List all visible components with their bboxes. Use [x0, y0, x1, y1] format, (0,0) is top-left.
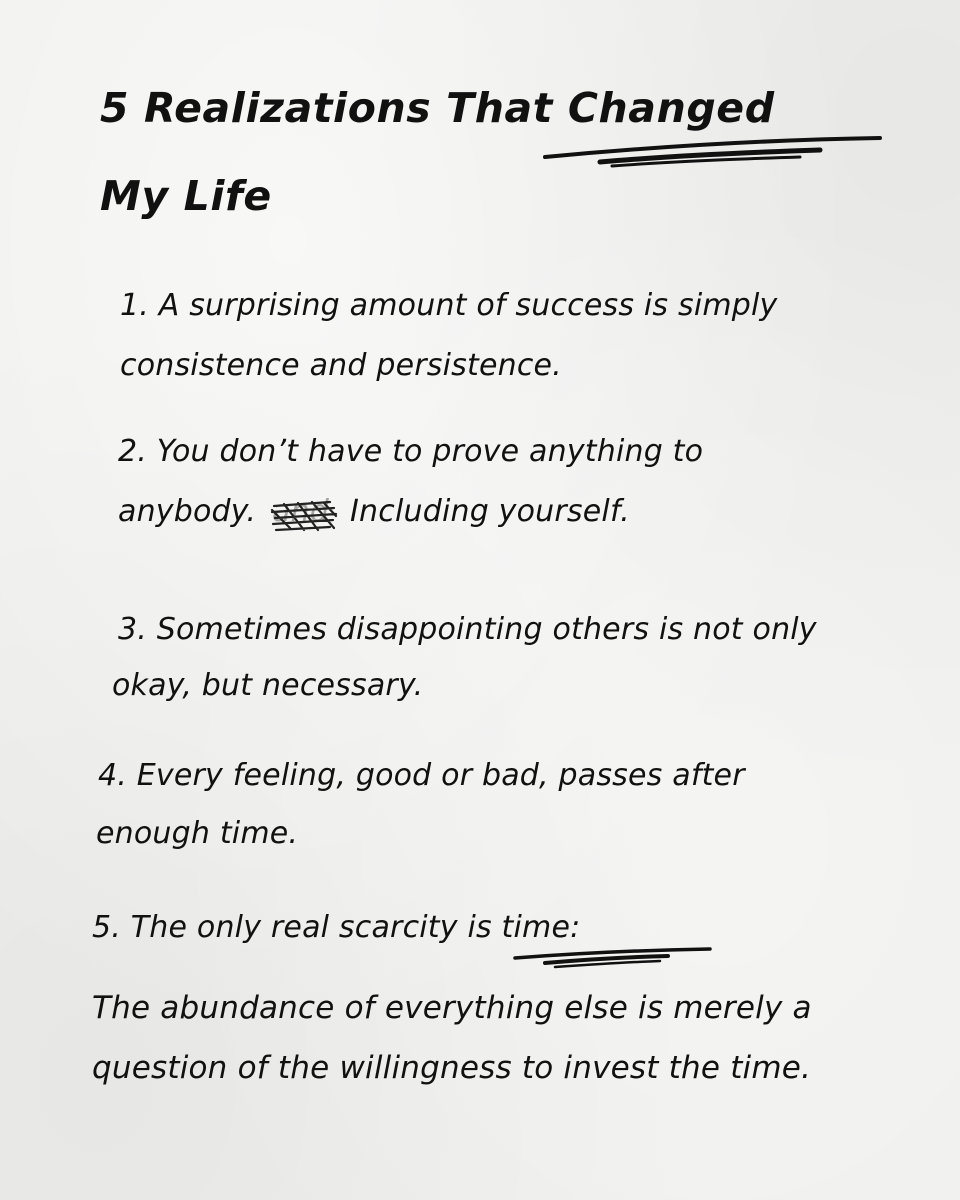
- closing-line-2: question of the willingness to invest the time.: [92, 1050, 812, 1086]
- list-item-5-line-1: 5. The only real scarcity is time:: [92, 910, 581, 945]
- crossed-out-word: and: [272, 494, 330, 529]
- list-item-3-line-2: okay, but necessary.: [112, 668, 424, 703]
- list-item-2-line-2-end: Including yourself.: [350, 494, 630, 529]
- list-item-2-line-2-start: anybody.: [118, 494, 257, 529]
- list-item-3-line-1: 3. Sometimes disappointing others is not only: [118, 612, 817, 647]
- page-title-line-2: My Life: [100, 172, 272, 220]
- list-item-4-line-2: enough time.: [96, 816, 299, 851]
- list-item-4-line-1: 4. Every feeling, good or bad, passes after: [98, 758, 745, 793]
- list-item-2-line-1: 2. You don’t have to prove anything to: [118, 434, 704, 469]
- list-item-1-line-2: consistence and persistence.: [120, 348, 562, 383]
- page-title-line-1: 5 Realizations That Changed: [100, 84, 775, 132]
- closing-line-1: The abundance of everything else is merely a: [92, 990, 812, 1026]
- list-item-1-line-1: 1. A surprising amount of success is simply: [120, 288, 778, 323]
